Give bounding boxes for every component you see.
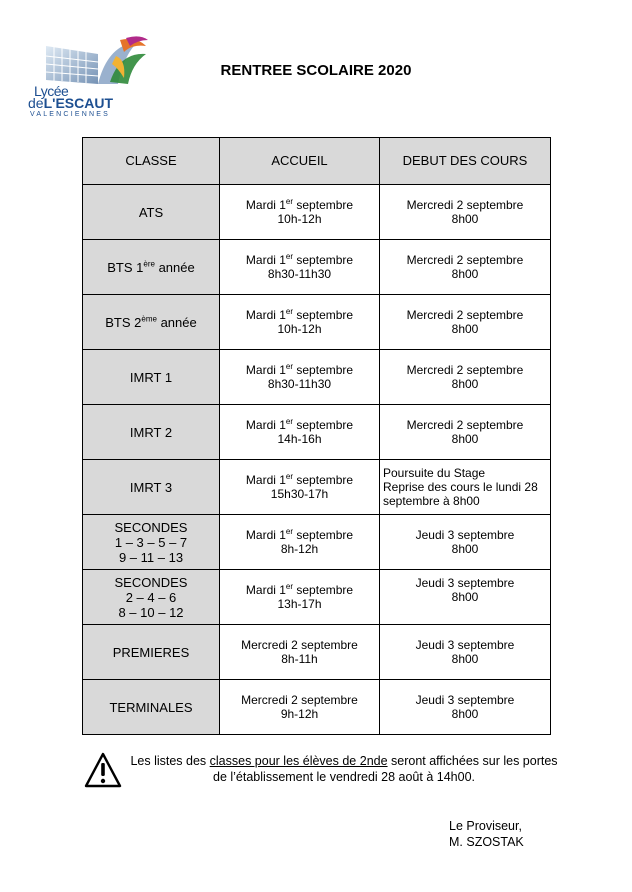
table-row — [83, 625, 551, 680]
class-cell: BTS 1ère année — [83, 240, 220, 295]
table-row — [83, 240, 551, 295]
accueil-cell: Mardi 1er septembre 8h-12h — [220, 515, 380, 570]
logo-prefix: de — [28, 95, 44, 111]
accueil-cell: Mardi 1er septembre 8h30-11h30 — [220, 240, 380, 295]
debut-cell: Mercredi 2 septembre 8h00 — [380, 350, 551, 405]
debut-cell: Mercredi 2 septembre 8h00 — [380, 185, 551, 240]
warning-icon — [84, 752, 122, 788]
class-cell: IMRT 1 — [83, 350, 220, 405]
logo-line1: Lycée — [34, 83, 69, 99]
table-row — [83, 295, 551, 350]
debut-cell: Jeudi 3 septembre 8h00 — [380, 680, 551, 735]
logo-line2 — [28, 96, 113, 110]
header-classe: CLASSE — [83, 138, 220, 185]
accueil-cell: Mardi 1er septembre 10h-12h — [220, 185, 380, 240]
table-row — [83, 350, 551, 405]
notice-underlined: classes pour les élèves de 2nde — [209, 754, 388, 768]
table-row — [83, 460, 551, 515]
page-title: RENTREE SCOLAIRE 2020 — [220, 62, 412, 79]
debut-cell: Poursuite du Stage Reprise des cours le lundi 28 septembre à 8h00 — [380, 460, 551, 515]
accueil-cell: Mardi 1er septembre 14h-16h — [220, 405, 380, 460]
class-cell: IMRT 2 — [83, 405, 220, 460]
signature — [449, 818, 524, 850]
table-row — [83, 185, 551, 240]
accueil-cell: Mardi 1er septembre 8h30-11h30 — [220, 350, 380, 405]
debut-cell: Jeudi 3 septembre 8h00 — [380, 515, 551, 570]
signature-name: M. SZOSTAK — [449, 835, 524, 849]
debut-cell: Mercredi 2 septembre 8h00 — [380, 405, 551, 460]
accueil-cell: Mardi 1er septembre 10h-12h — [220, 295, 380, 350]
class-cell: SECONDES 2 – 4 – 6 8 – 10 – 12 — [83, 570, 220, 625]
notice-text: Les listes des classes pour les élèves de 2nde seront affichées sur les portes de l’établissement le vendredi 28 août à 14h00. — [130, 754, 558, 784]
header-debut: DEBUT DES COURS — [380, 138, 551, 185]
accueil-cell: Mercredi 2 septembre 8h-11h — [220, 625, 380, 680]
class-cell: PREMIERES — [83, 625, 220, 680]
debut-cell: Mercredi 2 septembre 8h00 — [380, 295, 551, 350]
logo-line3: VALENCIENNES — [30, 111, 110, 118]
class-cell: ATS — [83, 185, 220, 240]
debut-cell: Jeudi 3 septembre 8h00 — [380, 570, 551, 625]
table-row — [83, 570, 551, 625]
table-header-row — [83, 138, 551, 185]
header-accueil: ACCUEIL — [220, 138, 380, 185]
signature-title: Le Proviseur, — [449, 819, 522, 833]
class-cell: TERMINALES — [83, 680, 220, 735]
logo-name: L'ESCAUT — [43, 95, 114, 111]
class-cell: IMRT 3 — [83, 460, 220, 515]
accueil-cell: Mardi 1er septembre 13h-17h — [220, 570, 380, 625]
debut-cell: Jeudi 3 septembre 8h00 — [380, 625, 551, 680]
class-cell: BTS 2ème année — [83, 295, 220, 350]
table-row — [83, 515, 551, 570]
accueil-cell: Mardi 1er septembre 15h30-17h — [220, 460, 380, 515]
table-row — [83, 680, 551, 735]
table-row — [83, 405, 551, 460]
schedule-table — [82, 137, 551, 735]
accueil-cell: Mercredi 2 septembre 9h-12h — [220, 680, 380, 735]
debut-cell: Mercredi 2 septembre 8h00 — [380, 240, 551, 295]
class-cell: SECONDES 1 – 3 – 5 – 7 9 – 11 – 13 — [83, 515, 220, 570]
